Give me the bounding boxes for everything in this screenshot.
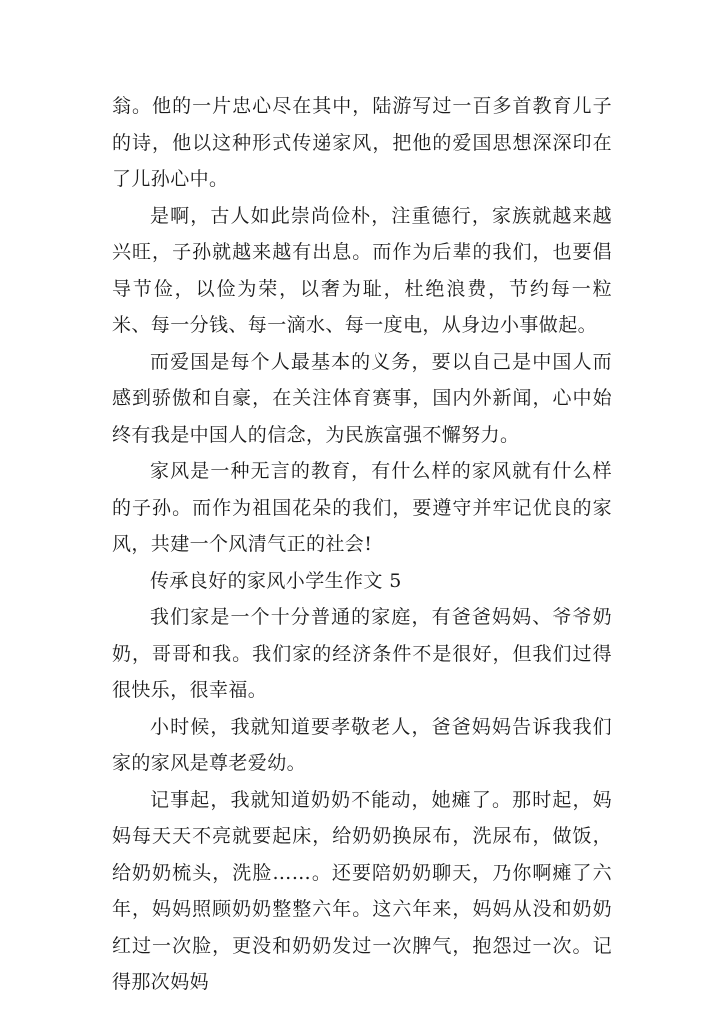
section-paragraph-3: 记事起，我就知道奶奶不能动，她瘫了。那时起，妈妈每天天不亮就要起床，给奶奶换尿布，洗尿布，做饭，给奶奶梳头，洗脸……。还要陪奶奶聊天，乃你啊瘫了六年，妈妈照顾奶奶整整六年。这六年来，妈妈从没和奶奶红过一次脸，更没和奶奶发过一次脾气，抱怨过一次。记得那次妈妈 bbox=[112, 788, 612, 993]
paragraph-2: 是啊，古人如此崇尚俭朴，注重德行，家族就越来越兴旺，子孙就越来越有出息。而作为后辈的我们，也要倡导节俭，以俭为荣，以奢为耻，杜绝浪费，节约每一粒米、每一分钱、每一滴水、每一度电，从身边小事做起。 bbox=[112, 204, 612, 336]
section-title: 传承良好的家风小学生作文 5 bbox=[150, 569, 402, 592]
section-paragraph-1: 我们家是一个十分普通的家庭，有爸爸妈妈、爷爷奶奶，哥哥和我。我们家的经济条件不是很好，但我们过得很快乐，很幸福。 bbox=[112, 606, 612, 701]
paragraph-1: 翁。他的一片忠心尽在其中，陆游写过一百多首教育儿子的诗，他以这种形式传递家风，把他的爱国思想深深印在了儿孙心中。 bbox=[112, 95, 612, 190]
paragraph-4: 家风是一种无言的教育，有什么样的家风就有什么样的子孙。而作为祖国花朵的我们，要遵守并牢记优良的家风，共建一个风清气正的社会! bbox=[112, 460, 612, 555]
section-paragraph-2: 小时候，我就知道要孝敬老人，爸爸妈妈告诉我我们家的家风是尊老爱幼。 bbox=[112, 715, 612, 774]
paragraph-3: 而爱国是每个人最基本的义务，要以自己是中国人而感到骄傲和自豪，在关注体育赛事，国内外新闻，心中始终有我是中国人的信念，为民族富强不懈努力。 bbox=[112, 350, 612, 446]
document-body bbox=[112, 88, 612, 1001]
